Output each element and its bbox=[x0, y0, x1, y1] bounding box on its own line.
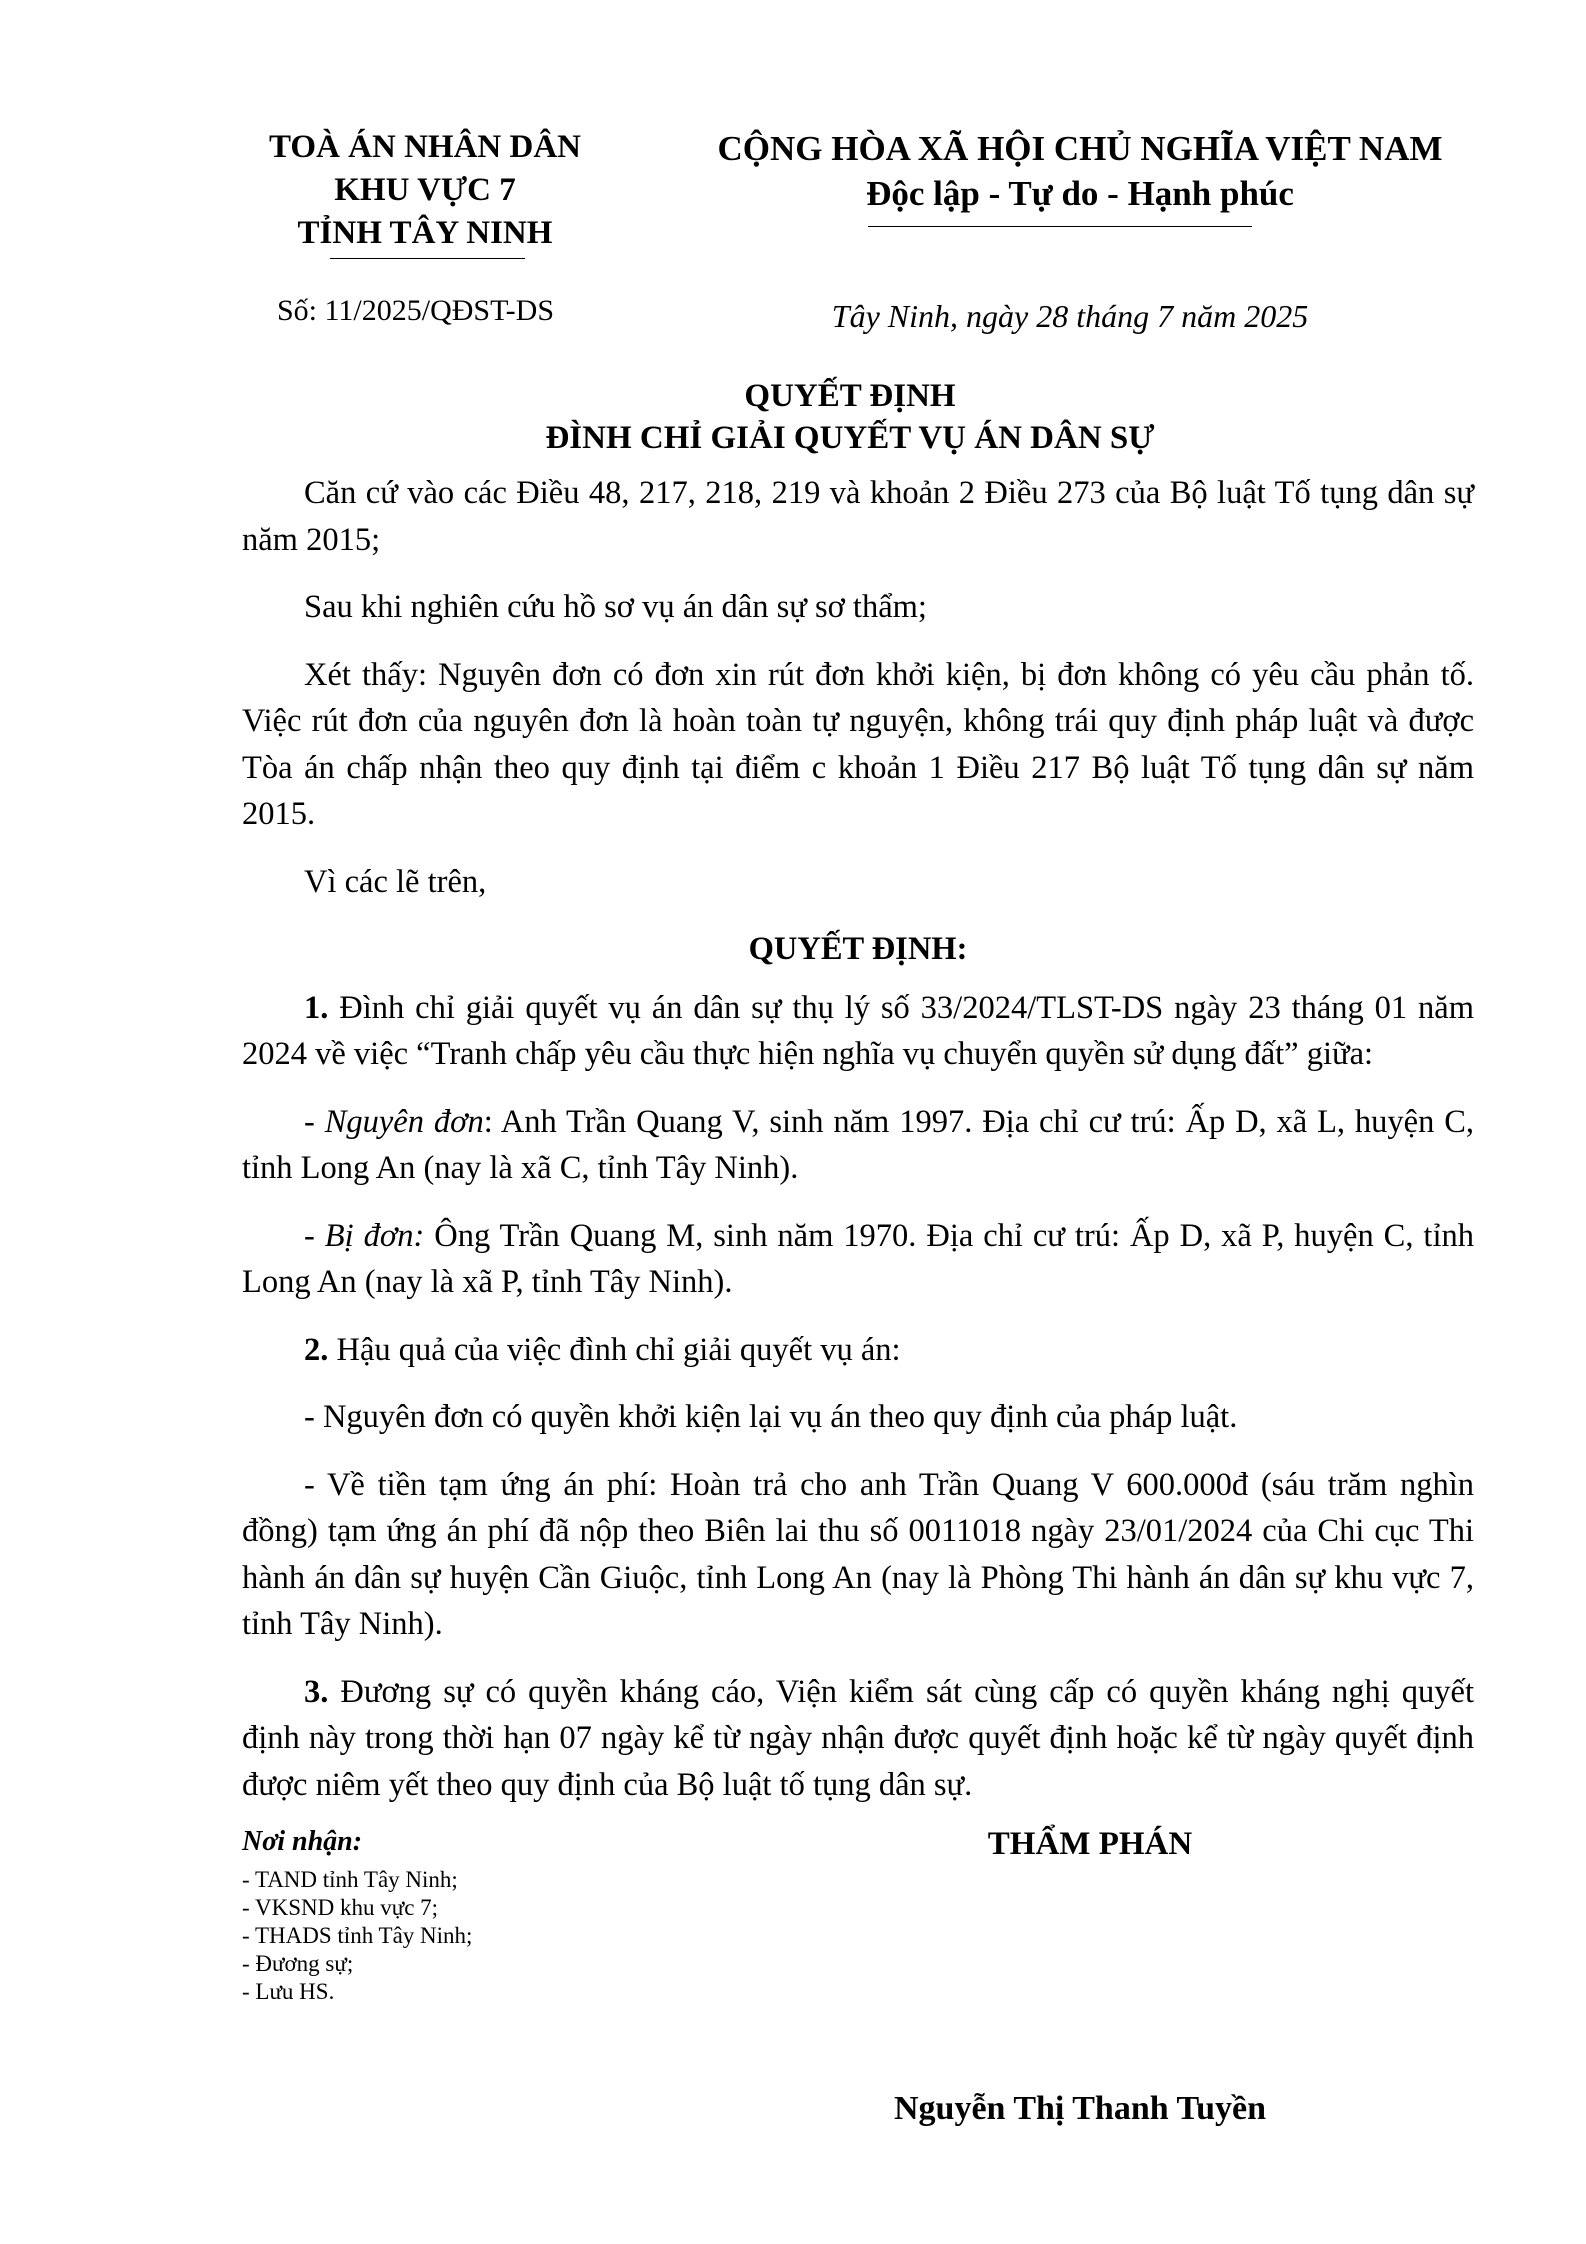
recipients-list bbox=[242, 1866, 472, 2006]
recipient-item: - THADS tỉnh Tây Ninh; bbox=[242, 1923, 473, 1948]
court-name-line-2: KHU VỰC 7 bbox=[334, 172, 516, 208]
decision-item-1 bbox=[242, 985, 1474, 1078]
court-name-line-1: TOÀ ÁN NHÂN DÂN bbox=[269, 129, 581, 165]
signature-title: THẨM PHÁN bbox=[987, 1826, 1193, 1862]
legal-basis-paragraph: Căn cứ vào các Điều 48, 217, 218, 219 và khoản 2 Điều 273 của Bộ luật Tố tụng dân sự năm 2015; bbox=[242, 475, 1474, 558]
defendant-text: Ông Trần Quang M, sinh năm 1970. Địa chỉ cư trú: Ấp D, xã P, huyện C, tỉnh Long An (nay là xã P, tỉnh Tây Ninh). bbox=[242, 1217, 1474, 1300]
recipient-item: - Lưu HS. bbox=[242, 1979, 335, 2004]
title-line-1: QUYẾT ĐỊNH bbox=[744, 378, 956, 414]
defendant-paragraph bbox=[242, 1213, 1474, 1306]
plaintiff-paragraph bbox=[242, 1099, 1474, 1192]
plaintiff-label: Nguyên đơn bbox=[324, 1103, 484, 1140]
document-body bbox=[242, 470, 1474, 1829]
court-name-block bbox=[240, 126, 610, 255]
decision-item-3 bbox=[242, 1669, 1474, 1809]
decision-item-2 bbox=[242, 1327, 1474, 1374]
recipient-item: - VKSND khu vực 7; bbox=[242, 1895, 439, 1920]
motto-underline bbox=[868, 226, 1252, 227]
nation-title: CỘNG HÒA XÃ HỘI CHỦ NGHĨA VIỆT NAM bbox=[717, 129, 1443, 168]
national-header bbox=[640, 126, 1520, 216]
recipient-item: - Đương sự; bbox=[242, 1951, 354, 1976]
finding-paragraph: Xét thấy: Nguyên đơn có đơn xin rút đơn khởi kiện, bị đơn không có yêu cầu phản tố. Việc rút đơn của nguyên đơn là hoàn toàn tự nguyện, không trái quy định pháp luật và được Tòa án chấp nhận theo quy định tại điểm c khoản 1 Điều 217 Bộ luật Tố tụng dân sự năm 2015. bbox=[242, 656, 1474, 832]
item-3-number: 3. bbox=[304, 1673, 329, 1710]
signer-name: Nguyễn Thị Thanh Tuyền bbox=[893, 2090, 1267, 2127]
court-name-line-3: TỈNH TÂY NINH bbox=[297, 215, 553, 251]
item-2-number: 2. bbox=[304, 1331, 329, 1368]
decision-heading: QUYẾT ĐỊNH: bbox=[748, 931, 968, 967]
defendant-label: Bị đơn: bbox=[324, 1217, 425, 1254]
plaintiff-text: : Anh Trần Quang V, sinh năm 1997. Địa chỉ cư trú: Ấp D, xã L, huyện C, tỉnh Long An (nay là xã C, tỉnh Tây Ninh). bbox=[242, 1103, 1475, 1186]
study-paragraph: Sau khi nghiên cứu hồ sơ vụ án dân sự sơ thẩm; bbox=[304, 589, 927, 625]
reasons-paragraph: Vì các lẽ trên, bbox=[304, 863, 487, 900]
document-number: Số: 11/2025/QĐST-DS bbox=[277, 294, 555, 327]
item-1-number: 1. bbox=[304, 989, 329, 1026]
recipient-item: - TAND tỉnh Tây Ninh; bbox=[242, 1867, 458, 1892]
item-1-text: Đình chỉ giải quyết vụ án dân sự thụ lý số 33/2024/TLST-DS ngày 23 tháng 01 năm 2024 về việc “Tranh chấp yêu cầu thực hiện nghĩa vụ chuyển quyền sử dụng đất” giữa: bbox=[242, 989, 1474, 1072]
item-2-consequence-a: - Nguyên đơn có quyền khởi kiện lại vụ án theo quy định của pháp luật. bbox=[304, 1399, 1238, 1435]
national-motto: Độc lập - Tự do - Hạnh phúc bbox=[866, 174, 1294, 213]
court-underline bbox=[330, 258, 525, 259]
document-title bbox=[300, 375, 1400, 459]
document-date: Tây Ninh, ngày 28 tháng 7 năm 2025 bbox=[831, 298, 1309, 334]
title-line-2: ĐÌNH CHỈ GIẢI QUYẾT VỤ ÁN DÂN SỰ bbox=[545, 420, 1155, 456]
defendant-dash: - bbox=[304, 1217, 325, 1254]
plaintiff-dash: - bbox=[304, 1103, 325, 1140]
item-2-text: Hậu quả của việc đình chỉ giải quyết vụ án: bbox=[328, 1331, 901, 1368]
item-2-consequence-b: - Về tiền tạm ứng án phí: Hoàn trả cho anh Trần Quang V 600.000đ (sáu trăm nghìn đồng) tạm ứng án phí đã nộp theo Biên lai thu số 0011018 ngày 23/01/2024 của Chi cục Thi hành án dân sự huyện Cần Giuộc, tỉnh Long An (nay là Phòng Thi hành án dân sự khu vực 7, tỉnh Tây Ninh). bbox=[242, 1466, 1474, 1642]
recipients-title: Nơi nhận: bbox=[242, 1826, 363, 1857]
item-3-text: Đương sự có quyền kháng cáo, Viện kiểm sát cùng cấp có quyền kháng nghị quyết định này trong thời hạn 07 ngày kể từ ngày nhận được quyết định hoặc kể từ ngày quyết định được niêm yết theo quy định của Bộ luật tố tụng dân sự. bbox=[242, 1673, 1474, 1803]
